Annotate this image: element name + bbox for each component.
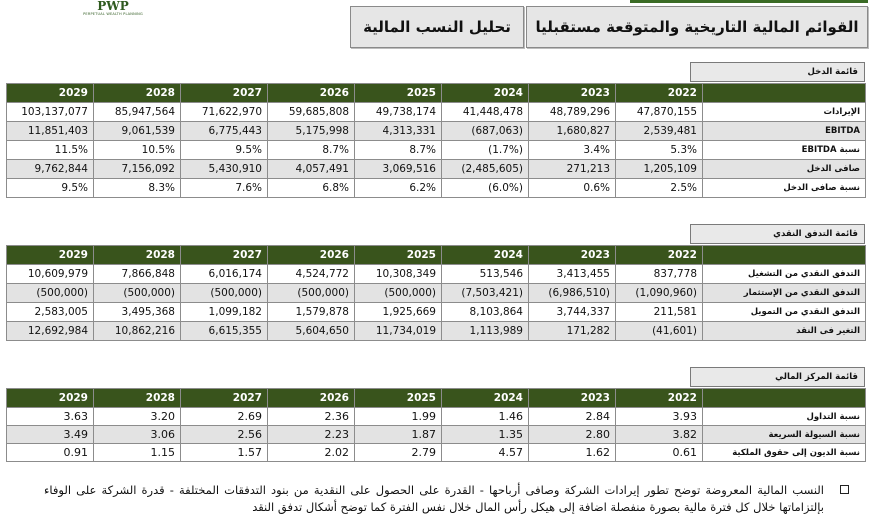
value-cell: 3.4% [529,141,616,160]
value-cell: 7.6% [181,179,268,198]
value-cell: 1.62 [529,444,616,462]
value-cell: 2.5% [616,179,703,198]
value-cell: 6,615,355 [181,322,268,341]
row-label: التدفق النقدي من الإستثمار [703,284,866,303]
value-cell: 3,413,455 [529,265,616,284]
value-cell: (6.0%) [442,179,529,198]
row-label: EBITDA [703,122,866,141]
table-row [7,284,866,303]
income-statement-title: قائمة الدخل [690,62,865,82]
value-cell: 85,947,564 [94,103,181,122]
table-row [7,141,866,160]
value-cell: 0.6% [529,179,616,198]
value-cell: (7,503,421) [442,284,529,303]
value-cell: 3.06 [94,426,181,444]
row-label: التغير فى النقد [703,322,866,341]
value-cell: 3.20 [94,408,181,426]
value-cell: 1.15 [94,444,181,462]
table-row [7,160,866,179]
income-statement-block [6,62,865,198]
value-cell: 4.57 [442,444,529,462]
cashflow-statement-title: قائمة التدفق النقدي [690,224,865,244]
year-header-cell: 2027 [181,246,268,265]
value-cell: 48,789,296 [529,103,616,122]
value-cell: 10,609,979 [7,265,94,284]
row-label: نسبة التداول [703,408,866,426]
logo-mark: PWP [97,0,129,13]
year-header-cell: 2028 [94,84,181,103]
value-cell: 8.7% [355,141,442,160]
value-cell: 3.63 [7,408,94,426]
value-cell: (500,000) [181,284,268,303]
year-header-cell: 2025 [355,84,442,103]
value-cell: (6,986,510) [529,284,616,303]
value-cell: 2.56 [181,426,268,444]
value-cell: 41,448,478 [442,103,529,122]
year-header-cell: 2023 [529,389,616,408]
value-cell: 0.91 [7,444,94,462]
year-header-cell: 2027 [181,84,268,103]
year-header-row [7,389,866,408]
value-cell: 3,744,337 [529,303,616,322]
value-cell: 1,205,109 [616,160,703,179]
row-label: نسبة صافى الدخل [703,179,866,198]
financial-position-table [6,388,866,462]
row-label: الإيرادات [703,103,866,122]
financial-position-block [6,367,865,462]
value-cell: 2,539,481 [616,122,703,141]
value-cell: 3.49 [7,426,94,444]
income-statement-table [6,83,866,198]
value-cell: 6.8% [268,179,355,198]
row-label: التدفق النقدي من التشغيل [703,265,866,284]
value-cell: 11,851,403 [7,122,94,141]
value-cell: 8.3% [94,179,181,198]
value-cell: 10,862,216 [94,322,181,341]
value-cell: 171,282 [529,322,616,341]
value-cell: 8.7% [268,141,355,160]
value-cell: 8,103,864 [442,303,529,322]
value-cell: 2.80 [529,426,616,444]
value-cell: 4,313,331 [355,122,442,141]
value-cell: 5,175,998 [268,122,355,141]
table-row [7,103,866,122]
year-header-cell: 2027 [181,389,268,408]
value-cell: 9.5% [181,141,268,160]
table-row [7,265,866,284]
value-cell: 2.84 [529,408,616,426]
value-cell: 47,870,155 [616,103,703,122]
year-header-cell: 2029 [7,389,94,408]
value-cell: 1,099,182 [181,303,268,322]
table-row [7,122,866,141]
company-logo [78,0,148,20]
year-header-cell: 2026 [268,389,355,408]
table-row [7,303,866,322]
value-cell: (687,063) [442,122,529,141]
value-cell: 71,622,970 [181,103,268,122]
row-label: صافى الدخل [703,160,866,179]
value-cell: 2.79 [355,444,442,462]
year-header-cell: 2023 [529,246,616,265]
year-header-cell: 2022 [616,246,703,265]
value-cell: 1.57 [181,444,268,462]
value-cell: 3,495,368 [94,303,181,322]
tab-financial-statements[interactable]: القوائم المالية التاريخية والمتوقعة مستقبليا [526,6,868,48]
value-cell: 49,738,174 [355,103,442,122]
year-header-cell: 2024 [442,389,529,408]
value-cell: 837,778 [616,265,703,284]
year-header-cell: 2026 [268,84,355,103]
value-cell: 7,156,092 [94,160,181,179]
summary-paragraph: النسب المالية المعروضة توضح تطور إيرادات الشركة وصافى أرباحها - القدرة على الحصول على النقدية من بنود التدفقات المختلفة - قدرة الشركة على الوفاء بإلتزاماتها خلال كل فترة مالية بصورة منفصلة اضافة إلى هيكل رأس المال خلال نفس الفترة كما توضح أشكال تدفق النقد [44,483,824,514]
table-row [7,426,866,444]
value-cell: 2.02 [268,444,355,462]
value-cell: (2,485,605) [442,160,529,179]
year-header-cell: 2028 [94,389,181,408]
value-cell: 59,685,808 [268,103,355,122]
value-cell: 513,546 [442,265,529,284]
value-cell: (1.7%) [442,141,529,160]
value-cell: 6.2% [355,179,442,198]
value-cell: 103,137,077 [7,103,94,122]
value-cell: 2.69 [181,408,268,426]
year-header-cell: 2026 [268,246,355,265]
value-cell: 11.5% [7,141,94,160]
value-cell: 1,579,878 [268,303,355,322]
value-cell: 211,581 [616,303,703,322]
table-row [7,408,866,426]
value-cell: 10.5% [94,141,181,160]
value-cell: 3,069,516 [355,160,442,179]
value-cell: 2.23 [268,426,355,444]
value-cell: (500,000) [355,284,442,303]
value-cell: 11,734,019 [355,322,442,341]
row-label: التدفق النقدي من التمويل [703,303,866,322]
label-header-cell [703,389,866,408]
value-cell: 9.5% [7,179,94,198]
value-cell: 5.3% [616,141,703,160]
year-header-cell: 2024 [442,246,529,265]
table-row [7,444,866,462]
year-header-cell: 2023 [529,84,616,103]
row-label: نسبة السيولة السريعة [703,426,866,444]
year-header-cell: 2022 [616,389,703,408]
year-header-cell: 2022 [616,84,703,103]
value-cell: 3.93 [616,408,703,426]
value-cell: 1,680,827 [529,122,616,141]
row-label: نسبة الديون إلى حقوق الملكية [703,444,866,462]
year-header-row [7,246,866,265]
year-header-cell: 2025 [355,389,442,408]
value-cell: 9,762,844 [7,160,94,179]
value-cell: 10,308,349 [355,265,442,284]
header-accent-line [630,0,868,3]
value-cell: 1.35 [442,426,529,444]
value-cell: 1.46 [442,408,529,426]
tab-ratio-analysis[interactable]: تحليل النسب المالية [350,6,524,48]
value-cell: 1.99 [355,408,442,426]
value-cell: 5,430,910 [181,160,268,179]
value-cell: 1,925,669 [355,303,442,322]
value-cell: 9,061,539 [94,122,181,141]
value-cell: 1.87 [355,426,442,444]
value-cell: 6,016,174 [181,265,268,284]
value-cell: 5,604,650 [268,322,355,341]
cashflow-statement-table [6,245,866,341]
financial-position-title: قائمة المركز المالي [690,367,865,387]
value-cell: (41,601) [616,322,703,341]
value-cell: 12,692,984 [7,322,94,341]
value-cell: 1,113,989 [442,322,529,341]
value-cell: 4,524,772 [268,265,355,284]
value-cell: 0.61 [616,444,703,462]
year-header-cell: 2024 [442,84,529,103]
value-cell: 6,775,443 [181,122,268,141]
value-cell: 2.36 [268,408,355,426]
table-row [7,179,866,198]
label-header-cell [703,246,866,265]
value-cell: (1,090,960) [616,284,703,303]
value-cell: (500,000) [7,284,94,303]
value-cell: (500,000) [268,284,355,303]
value-cell: 4,057,491 [268,160,355,179]
value-cell: 2,583,005 [7,303,94,322]
value-cell: 271,213 [529,160,616,179]
value-cell: 7,866,848 [94,265,181,284]
value-cell: (500,000) [94,284,181,303]
cashflow-statement-block [6,224,865,341]
year-header-cell: 2029 [7,246,94,265]
year-header-cell: 2025 [355,246,442,265]
label-header-cell [703,84,866,103]
year-header-cell: 2028 [94,246,181,265]
value-cell: 3.82 [616,426,703,444]
year-header-cell: 2029 [7,84,94,103]
table-row [7,322,866,341]
checkbox-bullet-icon [840,485,849,494]
year-header-row [7,84,866,103]
row-label: نسبة EBITDA [703,141,866,160]
logo-subtitle: PERPETUAL WEALTH PLANNING [83,12,143,16]
